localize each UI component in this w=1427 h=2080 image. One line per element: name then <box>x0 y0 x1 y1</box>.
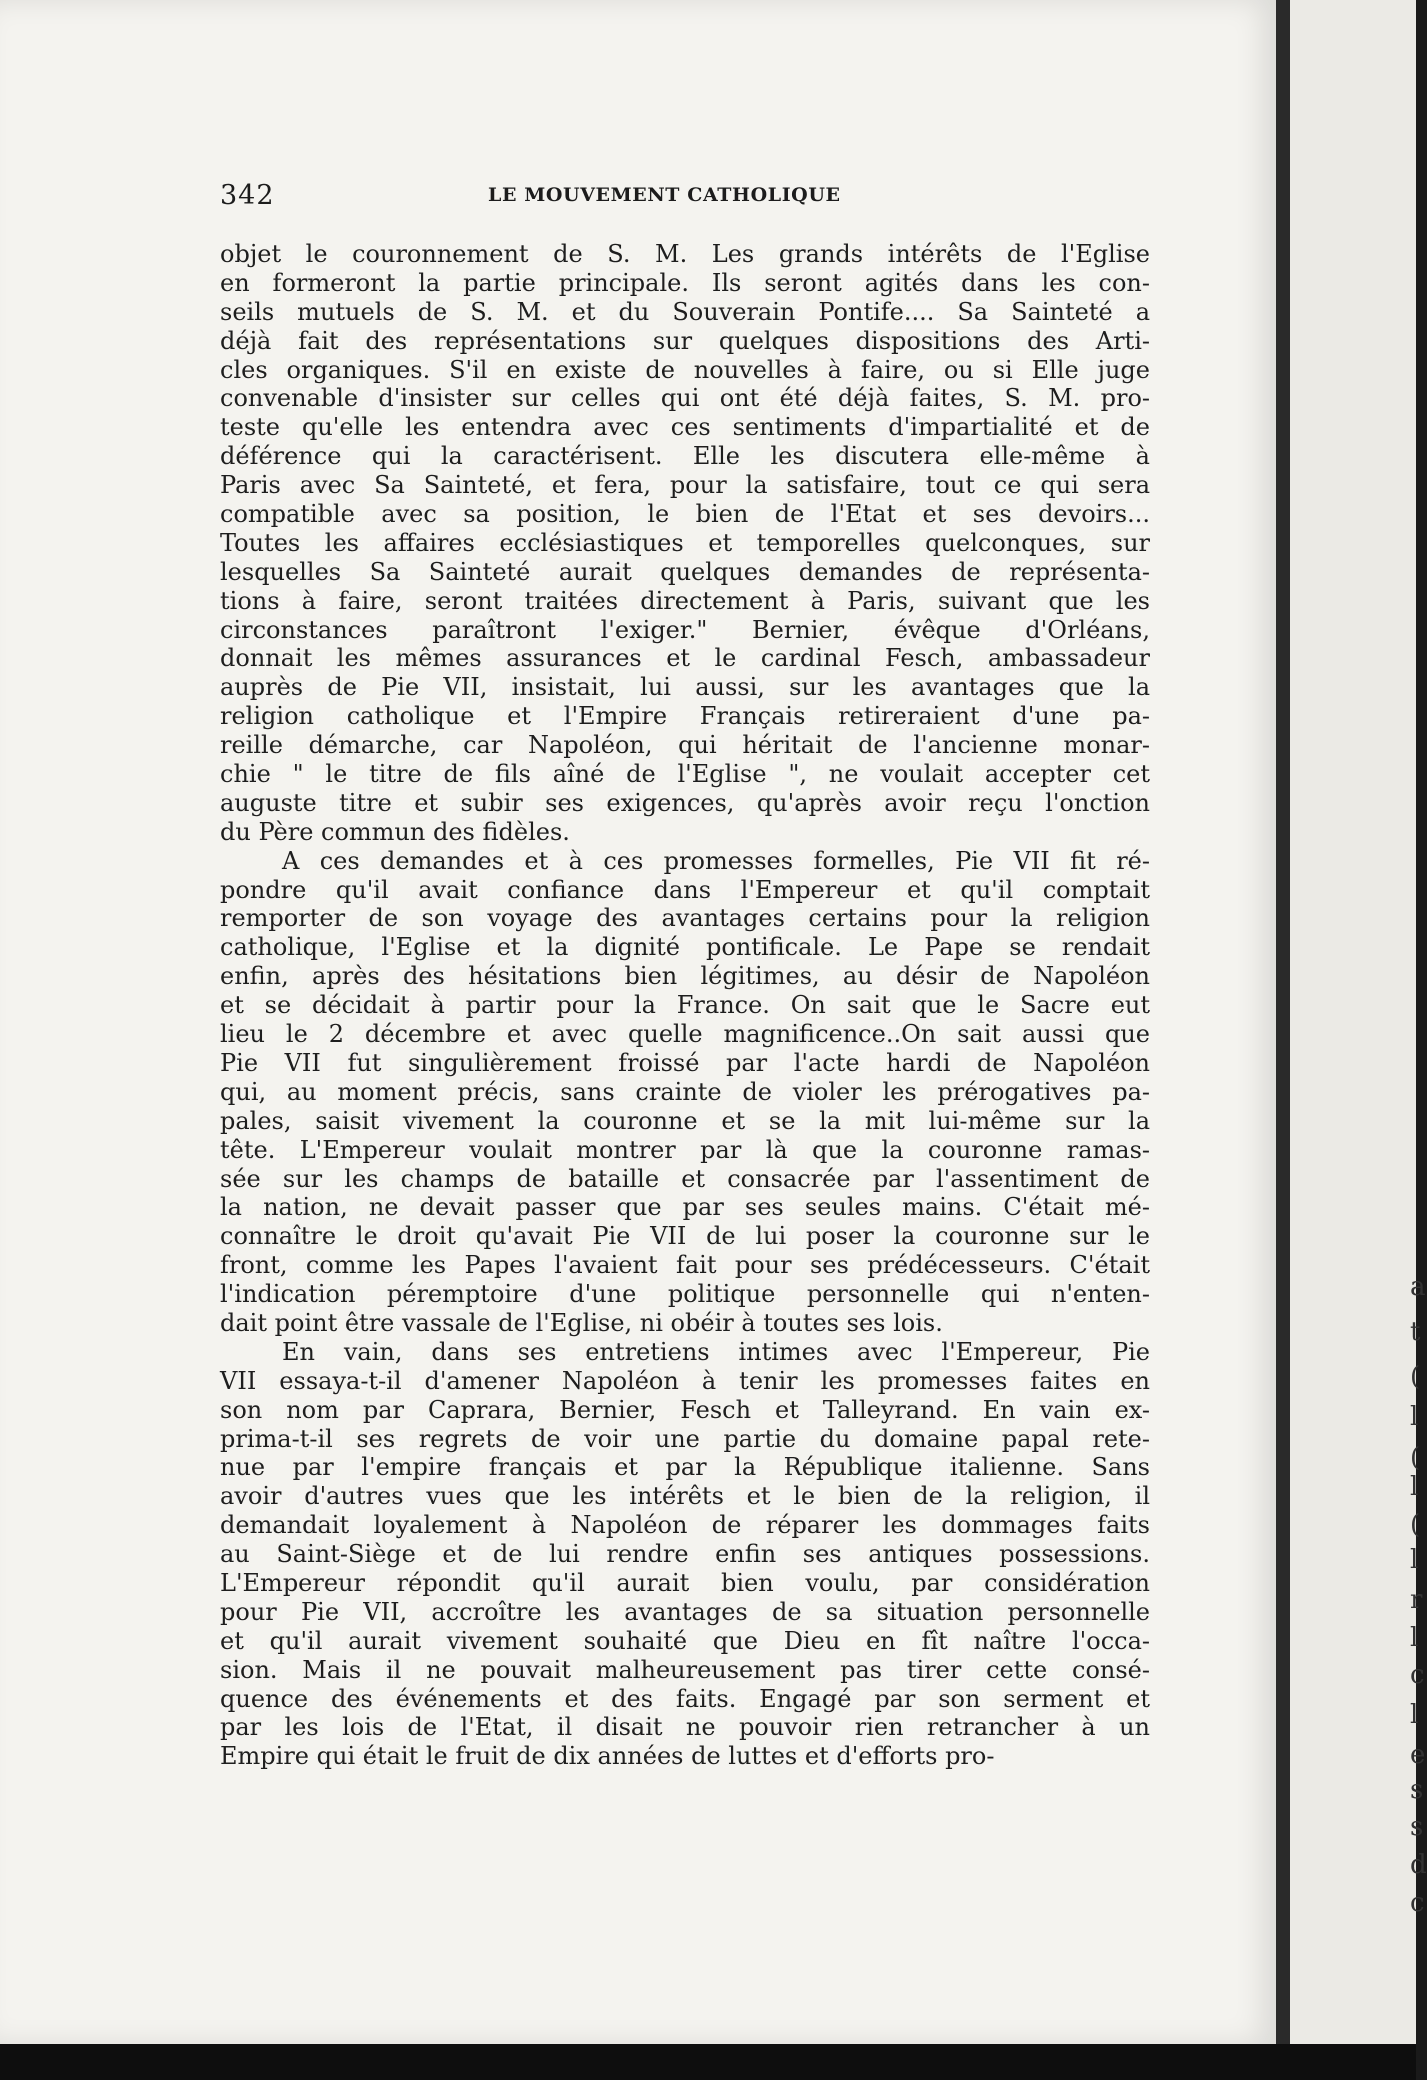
adjacent-page-glyph: l <box>1410 1700 1419 1730</box>
text-line: Toutes les affaires ecclésiastiques et temporelles quelconques, sur <box>220 528 1150 557</box>
text-line: Pie VII fut singulièrement froissé par l'acte hardi de Napoléon <box>220 1048 1150 1077</box>
adjacent-page-glyph: l <box>1410 1402 1419 1432</box>
adjacent-page-glyph: r <box>1410 1585 1423 1615</box>
text-line: sée sur les champs de bataille et consacrée par l'assentiment de <box>220 1164 1150 1193</box>
adjacent-page-glyph: ( <box>1410 1510 1421 1540</box>
text-line: Paris avec Sa Sainteté, et fera, pour la satisfaire, tout ce qui sera <box>220 471 1150 500</box>
text-line: En vain, dans ses entretiens intimes avec l'Empereur, Pie <box>282 1337 1150 1366</box>
text-line: l'indication péremptoire d'une politique personnelle qui n'enten- <box>220 1280 1150 1309</box>
text-line: reille démarche, car Napoléon, qui héritait de l'ancienne monar- <box>220 731 1150 760</box>
text-line: pales, saisit vivement la couronne et se la mit lui-même sur la <box>220 1106 1150 1135</box>
scan-border <box>0 2044 1416 2080</box>
text-line: en formeront la partie principale. Ils seront agités dans les con- <box>220 268 1150 297</box>
text-line: VII essaya-t-il d'amener Napoléon à tenir les promesses faites en <box>220 1366 1150 1395</box>
text-line: dait point être vassale de l'Eglise, ni obéir à toutes ses lois. <box>220 1308 943 1337</box>
adjacent-page-glyph: t <box>1410 1317 1421 1347</box>
text-line: et se décidait à partir pour la France. On sait que le Sacre eut <box>220 991 1150 1020</box>
text-line: la nation, ne devait passer que par ses seules mains. C'était mé- <box>220 1193 1150 1222</box>
text-line: et qu'il aurait vivement souhaité que Dieu en fît naître l'occa- <box>220 1626 1150 1655</box>
page-number: 342 <box>220 180 275 211</box>
text-line: circonstances paraîtront l'exiger." Bernier, évêque d'Orléans, <box>220 615 1150 644</box>
adjacent-page-edge <box>1290 0 1427 2044</box>
text-line: tête. L'Empereur voulait montrer par là que la couronne ramas- <box>220 1135 1150 1164</box>
text-line: du Père commun des fidèles. <box>220 817 570 846</box>
book-gutter <box>1276 0 1290 2044</box>
adjacent-page-glyph: c <box>1410 1888 1425 1918</box>
text-line: tions à faire, seront traitées directement à Paris, suivant que les <box>220 586 1150 615</box>
text-line: sion. Mais il ne pouvait malheureusement pas tirer cette consé- <box>220 1655 1150 1684</box>
text-line: quence des événements et des faits. Engagé par son serment et <box>220 1684 1150 1713</box>
text-line: déjà fait des représentations sur quelques dispositions des Arti- <box>220 326 1150 355</box>
text-line: front, comme les Papes l'avaient fait pour ses prédécesseurs. C'était <box>220 1251 1150 1280</box>
text-line: seils mutuels de S. M. et du Souverain Pontife.... Sa Sainteté a <box>220 297 1150 326</box>
text-line: lesquelles Sa Sainteté aurait quelques demandes de représenta- <box>220 557 1150 586</box>
text-line: A ces demandes et à ces promesses formelles, Pie VII fit ré- <box>282 846 1150 875</box>
text-line: teste qu'elle les entendra avec ces sentiments d'impartialité et de <box>220 413 1150 442</box>
body-text <box>220 240 1150 1771</box>
adjacent-page-glyph: s <box>1410 1775 1424 1805</box>
text-line: enfin, après des hésitations bien légitimes, au désir de Napoléon <box>220 962 1150 991</box>
text-line: pondre qu'il avait confiance dans l'Empereur et qu'il comptait <box>220 875 1150 904</box>
adjacent-page-glyph: c <box>1410 1660 1425 1690</box>
adjacent-page-glyph: ( <box>1410 1362 1421 1392</box>
text-line: catholique, l'Eglise et la dignité pontificale. Le Pape se rendait <box>220 933 1150 962</box>
paragraph <box>220 1338 1150 1771</box>
text-line: Empire qui était le fruit de dix années de luttes et d'efforts pro- <box>220 1742 995 1771</box>
text-line: prima-t-il ses regrets de voir une partie du domaine papal rete- <box>220 1424 1150 1453</box>
text-line: connaître le droit qu'avait Pie VII de lui poser la couronne sur le <box>220 1222 1150 1251</box>
adjacent-page-glyph: l <box>1410 1472 1419 1502</box>
text-line: par les lois de l'Etat, il disait ne pouvoir rien retrancher à un <box>220 1713 1150 1742</box>
text-line: au Saint-Siège et de lui rendre enfin ses antiques possessions. <box>220 1540 1150 1569</box>
text-line: pour Pie VII, accroître les avantages de sa situation personnelle <box>220 1597 1150 1626</box>
text-line: remporter de son voyage des avantages certains pour la religion <box>220 904 1150 933</box>
paragraph <box>220 240 1150 847</box>
text-line: religion catholique et l'Empire Français retireraient d'une pa- <box>220 702 1150 731</box>
text-line: cles organiques. S'il en existe de nouvelles à faire, ou si Elle juge <box>220 355 1150 384</box>
text-line: chie " le titre de fils aîné de l'Eglise ", ne voulait accepter cet <box>220 760 1150 789</box>
adjacent-page-glyph: ( <box>1410 1443 1421 1473</box>
running-head: LE MOUVEMENT CATHOLIQUE <box>488 184 841 206</box>
text-line: demandait loyalement à Napoléon de réparer les dommages faits <box>220 1511 1150 1540</box>
text-line: auguste titre et subir ses exigences, qu'après avoir reçu l'onction <box>220 788 1150 817</box>
text-line: auprès de Pie VII, insistait, lui aussi, sur les avantages que la <box>220 673 1150 702</box>
text-line: L'Empereur répondit qu'il aurait bien voulu, par considération <box>220 1568 1150 1597</box>
text-line: nue par l'empire français et par la République italienne. Sans <box>220 1453 1150 1482</box>
adjacent-page-glyph: l <box>1410 1545 1419 1575</box>
text-line: avoir d'autres vues que les intérêts et le bien de la religion, il <box>220 1482 1150 1511</box>
adjacent-page-glyph: s <box>1410 1812 1424 1842</box>
text-line: déférence qui la caractérisent. Elle les discutera elle-même à <box>220 442 1150 471</box>
text-line: son nom par Caprara, Bernier, Fesch et Talleyrand. En vain ex- <box>220 1395 1150 1424</box>
adjacent-page-glyph: l <box>1410 1623 1419 1653</box>
adjacent-page-glyph: a <box>1410 1272 1426 1302</box>
page-header <box>220 180 1150 214</box>
text-line: convenable d'insister sur celles qui ont été déjà faites, S. M. pro- <box>220 384 1150 413</box>
text-line: qui, au moment précis, sans crainte de violer les prérogatives pa- <box>220 1077 1150 1106</box>
adjacent-page-glyph: e <box>1410 1740 1426 1770</box>
text-line: donnait les mêmes assurances et le cardinal Fesch, ambassadeur <box>220 644 1150 673</box>
text-line: compatible avec sa position, le bien de l'Etat et ses devoirs... <box>220 500 1150 529</box>
text-line: objet le couronnement de S. M. Les grands intérêts de l'Eglise <box>220 240 1150 268</box>
paragraph <box>220 847 1150 1338</box>
adjacent-page-glyph: d <box>1410 1850 1427 1880</box>
text-line: lieu le 2 décembre et avec quelle magnificence..On sait aussi que <box>220 1020 1150 1049</box>
